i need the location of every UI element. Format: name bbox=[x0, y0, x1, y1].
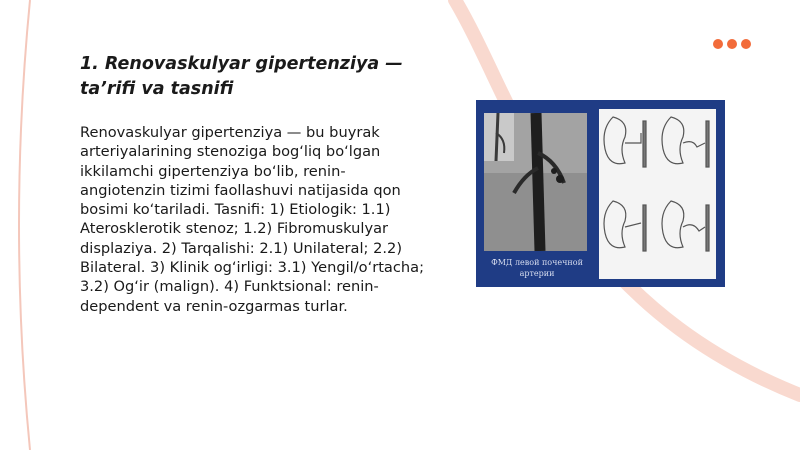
angiogram-image bbox=[484, 113, 587, 251]
slide-body-text: Renovaskulyar gipertenziya — bu buyrak arteriyalarining stenoziga bog‘liq bo‘lgan ikkilamchi gipertenziya bo‘lib, renin-angiotenzin tizimi faollashuvi natijasida qon bosimi ko‘tariladi. Tasnifi: 1) Etiologik: 1.1) Aterosklerotik stenoz; 1.2) Fibromuskulyar displaziya. 2) Tarqalishi: 2.1) Unilateral; 2.2) Bilateral. 3) Klinik og‘irligi: 3.1) Yengil/o‘rtacha; 3.2) Og‘ir (malign). 4) Funktsional: renin-dependent va renin-ozgarmas turlar. bbox=[80, 124, 424, 315]
more-options-icon bbox=[713, 39, 751, 49]
dot-icon bbox=[713, 39, 723, 49]
dot-icon bbox=[741, 39, 751, 49]
slide-title: 1. Renovaskulyar gipertenziya — ta’rifi va tasnifi bbox=[80, 54, 403, 99]
left-arc bbox=[19, 0, 30, 450]
figure-caption: ФМД левой почечной артерии bbox=[491, 258, 583, 278]
dot-icon bbox=[727, 39, 737, 49]
angiography-figure bbox=[476, 100, 725, 287]
angiogram-drawing bbox=[484, 113, 587, 251]
kidney-drawing bbox=[599, 109, 716, 279]
kidney-diagrams bbox=[599, 109, 716, 279]
